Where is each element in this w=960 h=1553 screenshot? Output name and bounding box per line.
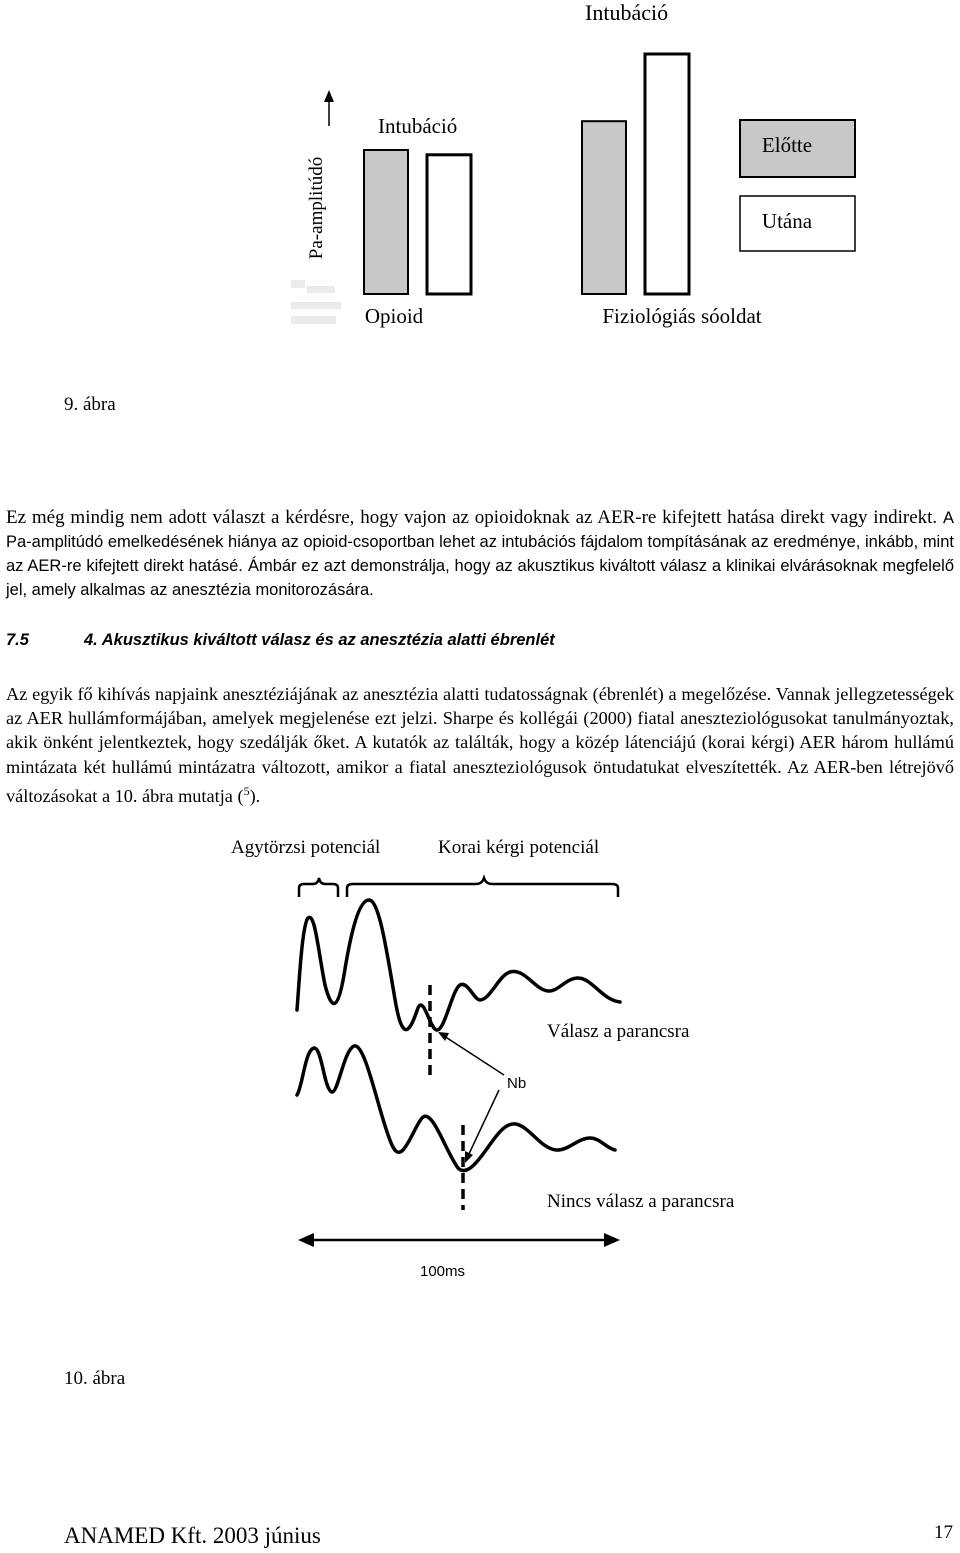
footer-publisher: ANAMED Kft. 2003 június (64, 1523, 321, 1548)
section-heading (6, 631, 555, 650)
label-time-scale: 100ms (420, 1263, 466, 1280)
bar-saline-after (645, 54, 689, 294)
figure-10-caption: 10. ábra (64, 1368, 126, 1389)
paragraph-1-part-2: A Pa-amplitúdó emelkedésének hiánya az opioid-csoportban lehet az intubációs fájdalom tompításának az eredménye, inkább, mint az AER-re kifejtett direkt hatásé. (6, 509, 955, 575)
nb-arrow-lower (468, 1090, 499, 1156)
category-label-saline: Fiziológiás sóoldat (602, 304, 762, 328)
y-axis-label: Pa-amplitúdó (306, 156, 327, 260)
time-scale-arrowhead-right (604, 1233, 620, 1247)
nb-arrow-upper (444, 1036, 504, 1075)
category-label-opioid: Opioid (364, 304, 424, 328)
bar-opioid-before (364, 150, 408, 294)
label-nb: Nb (507, 1075, 527, 1092)
paragraph-2-text: Az egyik fő kihívás napjaink anesztéziájának az anesztézia alatti tudatosságnak (ébrenlét) a megelőzése. Vannak jellegzetességek az AER hullámformájában, amelyek megjelenése ezt jelzi. Sharpe és kollégái (2000) fiatal aneszteziológusokat tanulmányoztak, akik önként jelentkeztek, hogy szedálják őket. A kutatók az találták, hogy a közép látenciájú (korai kérgi) AER három hullámú mintázata két hullámú mintázatra változott, amikor a fiatal aneszteziológusok öntudatukat elveszítették. Az AER-ben létrejövő változásokat a 10. ábra mutatja ( (6, 684, 954, 806)
faded-scan-marks (291, 280, 341, 324)
chart-title: Intubáció (378, 114, 458, 138)
brace-cortical (347, 878, 618, 897)
page-header-title: Intubáció (585, 0, 669, 25)
figure-10-diagram (0, 830, 960, 1300)
footer-page-number: 17 (934, 1522, 953, 1543)
paragraph-1-part-3: Ámbár ez azt demonstrálja, hogy az akusztikus kiváltott válasz a klinikai elvárásoknak megfelelő jel, amely alkalmas az anesztézia monitorozására. (6, 557, 954, 599)
label-response-to-command: Válasz a parancsra (547, 1021, 690, 1042)
bar-opioid-after (427, 155, 471, 294)
label-brainstem-potential: Agytörzsi potenciál (231, 837, 381, 858)
figure-9-caption: 9. ábra (64, 394, 116, 415)
paragraph-2 (6, 682, 954, 808)
legend-label-after: Utána (761, 209, 813, 233)
bar-saline-before (582, 121, 626, 294)
waveform-no-response (297, 1046, 615, 1171)
paragraph-2-ref: 5 (243, 783, 250, 798)
waveform-response (297, 900, 620, 1030)
paragraph-2-end: ). (249, 785, 261, 806)
section-number: 7.5 (6, 631, 29, 649)
label-early-cortical-potential: Korai kérgi potenciál (438, 837, 600, 858)
section-title: 4. Akusztikus kiváltott válasz és az anesztézia alatti ébrenlét (84, 631, 555, 649)
brace-brainstem (299, 878, 338, 897)
bar-group (364, 54, 689, 294)
paragraph-1-part-1: Ez még mindig nem adott választ a kérdésre, hogy vajon az opioidoknak az AER-re kifejtett hatása direkt vagy indirekt. (6, 507, 938, 528)
nb-arrowhead-upper (438, 1032, 449, 1041)
figure-9-chart (0, 40, 960, 380)
legend-label-before: Előtte (761, 133, 813, 157)
y-axis-arrowhead (324, 90, 334, 102)
paragraph-1 (6, 506, 954, 602)
time-scale-arrowhead-left (298, 1233, 314, 1247)
label-no-response-to-command: Nincs válasz a parancsra (547, 1191, 735, 1212)
